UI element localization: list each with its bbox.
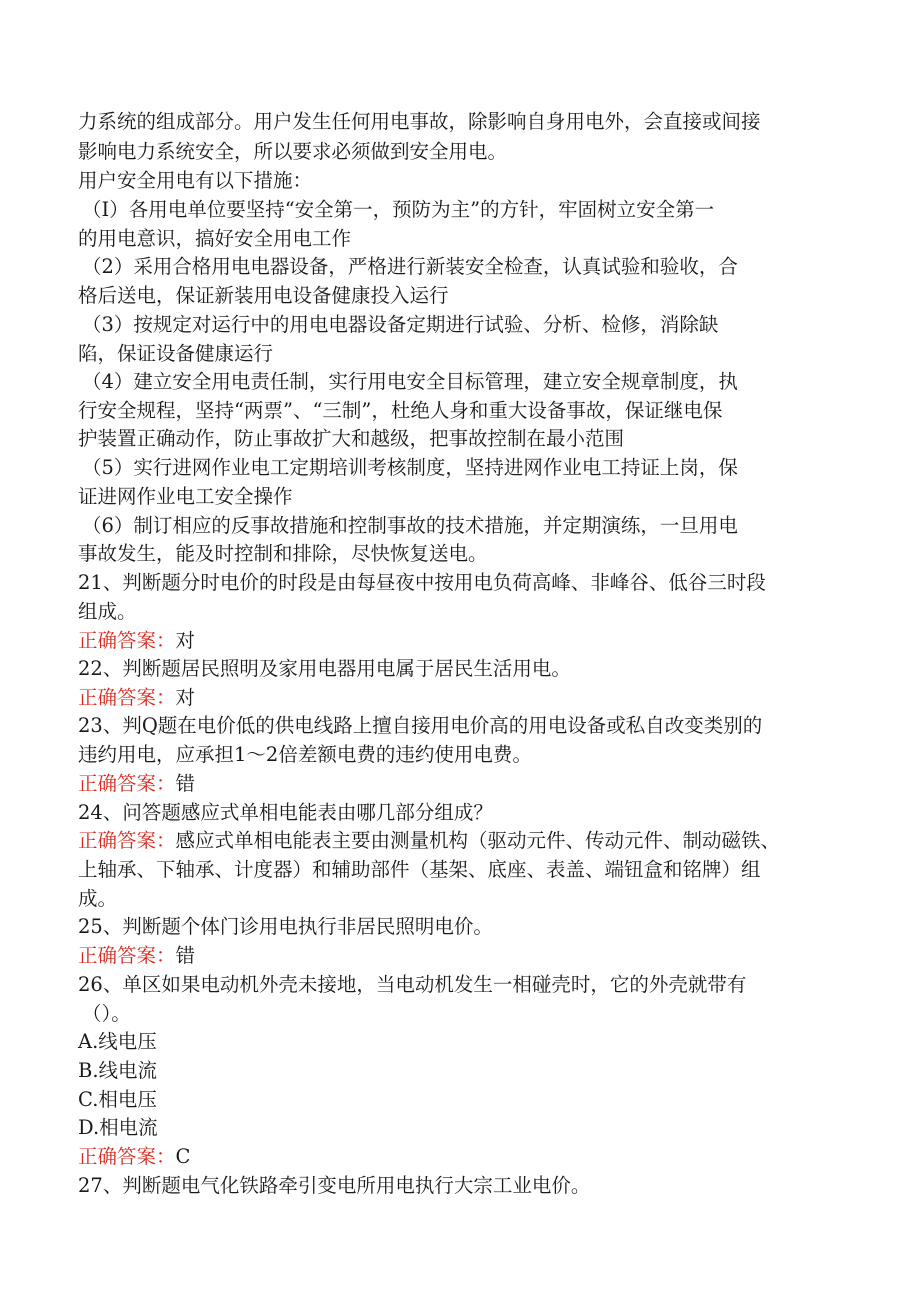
paragraph-line: 影响电力系统安全，所以要求必须做到安全用电。 [78, 140, 508, 163]
paragraph-line: （4）建立安全用电责任制，实行用电安全目标管理，建立安全规章制度，执 [82, 370, 738, 393]
answer-line [78, 627, 195, 655]
question-text: 组成。 [78, 600, 137, 623]
answer-value: 对 [175, 629, 196, 652]
option-d: D.相电流 [78, 1116, 158, 1139]
question-text: 26、单区如果电动机外壳未接地，当电动机发生一相碰壳时，它的外壳就带有 [78, 973, 747, 996]
question-text: 21、判断题分时电价的时段是由每昼夜中按用电负荷高峰、非峰谷、低谷三时段 [78, 571, 766, 594]
answer-label: 正确答案： [78, 1145, 176, 1168]
answer-value: 对 [175, 686, 196, 709]
answer-line [78, 770, 195, 798]
answer-line [78, 827, 780, 855]
answer-label: 正确答案： [78, 629, 176, 652]
question-text: 23、判Q题在电价低的供电线路上擅自接用电价高的用电设备或私自改变类别的 [78, 714, 763, 737]
answer-label: 正确答案： [78, 829, 176, 852]
question-text: 24、问答题感应式单相电能表由哪几部分组成？ [78, 801, 493, 824]
answer-continuation: 上轴承、下轴承、计度器）和辅助部件（基架、底座、表盖、端钮盒和铭牌）组 [78, 858, 761, 881]
question-text: 27、判断题电气化铁路牵引变电所用电执行大宗工业电价。 [78, 1174, 591, 1197]
paragraph-line: 力系统的组成部分。用户发生任何用电事故，除影响自身用电外，会直接或间接 [78, 110, 761, 133]
paragraph-line: 的用电意识，搞好安全用电工作 [78, 227, 352, 250]
option-c: C.相电压 [78, 1088, 157, 1111]
paragraph-line: （2）采用合格用电电器设备，严格进行新装安全检查，认真试验和验收，合 [82, 255, 738, 278]
answer-value: 感应式单相电能表主要由测量机构（驱动元件、传动元件、制动磁铁、 [175, 829, 781, 852]
paragraph-line: 格后送电，保证新装用电设备健康投入运行 [78, 284, 449, 307]
answer-value: C [175, 1145, 191, 1168]
paragraph-line: （5）实行进网作业电工定期培训考核制度，坚持进网作业电工持证上岗，保 [82, 456, 738, 479]
answer-value: 错 [175, 772, 196, 795]
option-b: B.线电流 [78, 1059, 158, 1082]
answer-value: 错 [175, 944, 196, 967]
paragraph-line: （3）按规定对运行中的用电电器设备定期进行试验、分析、检修，消除缺 [82, 313, 719, 336]
paragraph-line: 事故发生，能及时控制和排除，尽快恢复送电。 [78, 542, 488, 565]
answer-continuation: 成。 [78, 887, 118, 910]
paragraph-line: 用户安全用电有以下措施： [78, 169, 313, 192]
question-text: 违约用电，应承担1～2倍差额电费的违约使用电费。 [78, 743, 532, 766]
answer-label: 正确答案： [78, 772, 176, 795]
paragraph-line: 陷，保证设备健康运行 [78, 342, 274, 365]
option-a: A.线电压 [78, 1030, 157, 1053]
question-text: 22、判断题居民照明及家用电器用电属于居民生活用电。 [78, 657, 571, 680]
question-text: （）。 [82, 1002, 131, 1025]
paragraph-line: （6）制订相应的反事故措施和控制事故的技术措施，并定期演练，一旦用电 [82, 514, 738, 537]
paragraph-line: 证进网作业电工安全操作 [78, 485, 293, 508]
answer-label: 正确答案： [78, 944, 176, 967]
question-text: 25、判断题个体门诊用电执行非居民照明电价。 [78, 915, 493, 938]
answer-line [78, 942, 195, 970]
answer-line [78, 1143, 190, 1171]
paragraph-line: 行安全规程，坚持“两票”、“三制”，杜绝人身和重大设备事故，保证继电保 [78, 399, 723, 422]
answer-line [78, 684, 195, 712]
paragraph-line: （I）各用电单位要坚持“安全第一，预防为主”的方针，牢固树立安全第一 [82, 198, 715, 221]
answer-label: 正确答案： [78, 686, 176, 709]
paragraph-line: 护装置正确动作，防止事故扩大和越级，把事故控制在最小范围 [78, 427, 625, 450]
